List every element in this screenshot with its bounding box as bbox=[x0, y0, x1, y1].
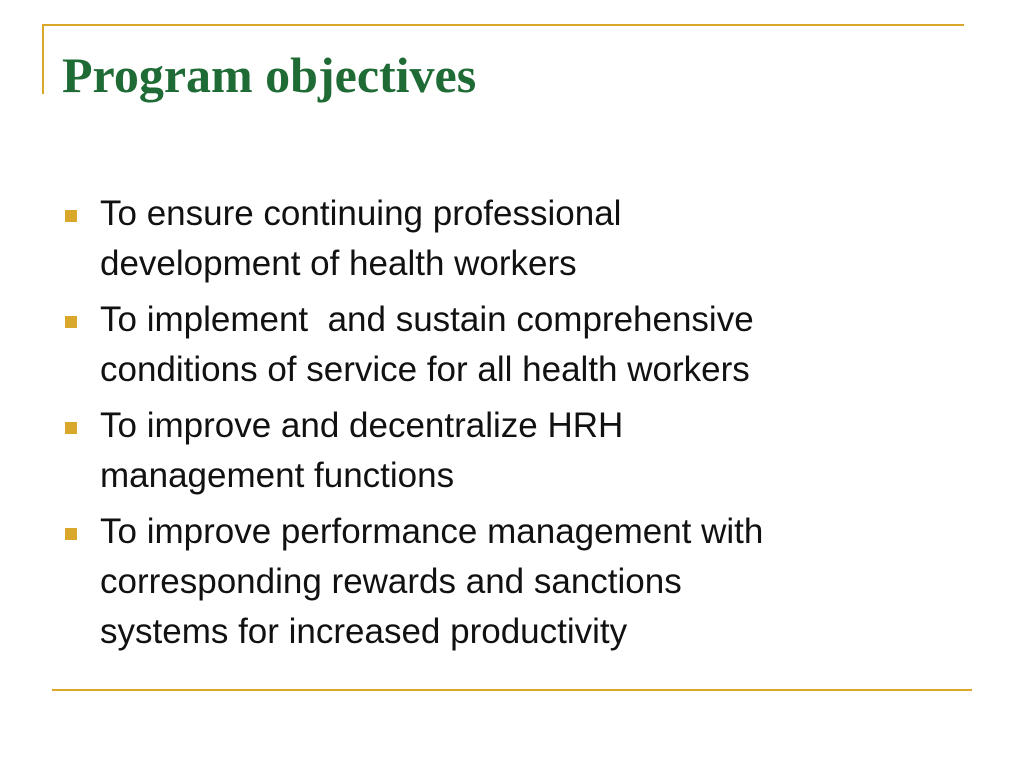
square-bullet-icon bbox=[65, 316, 77, 328]
bullet-item bbox=[62, 189, 962, 289]
bullet-text: To improve and decentralize HRH management functions bbox=[100, 406, 624, 495]
square-bullet-icon bbox=[65, 422, 77, 434]
bullet-text: To improve performance management with corresponding rewards and sanctions systems for increased productivity bbox=[100, 512, 764, 651]
square-bullet-icon bbox=[65, 210, 77, 222]
slide-title: Program objectives bbox=[62, 47, 477, 103]
frame-bottom-line bbox=[52, 689, 972, 691]
bullet-text: To ensure continuing professional development of health workers bbox=[100, 194, 622, 283]
bullet-item bbox=[62, 401, 962, 501]
bullet-list bbox=[62, 189, 962, 663]
bullet-text: To implement and sustain comprehensive conditions of service for all health workers bbox=[100, 300, 754, 389]
square-bullet-icon bbox=[65, 528, 77, 540]
frame-top-line bbox=[42, 24, 964, 26]
bullet-item bbox=[62, 507, 962, 657]
bullet-item bbox=[62, 295, 962, 395]
frame-left-line bbox=[42, 24, 44, 94]
